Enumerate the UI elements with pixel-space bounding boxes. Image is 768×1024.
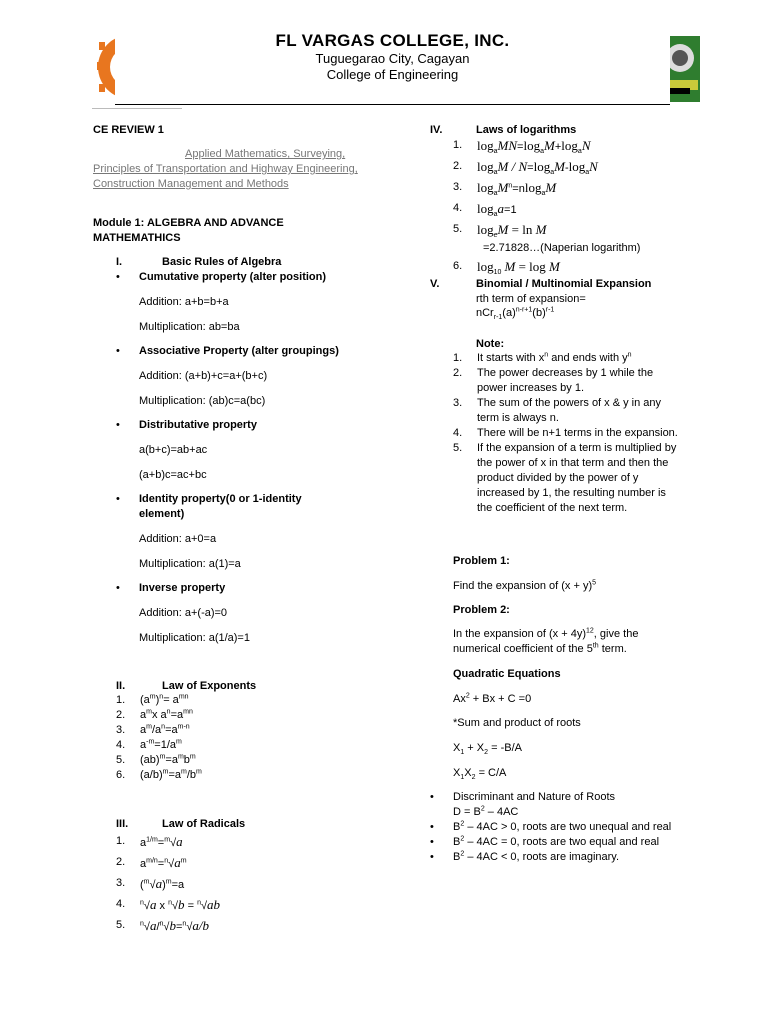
exponent-law: 4. $a^{-m}=1/a^m$ <box>116 738 182 751</box>
property-name: Identity property(0 or 1-identity element) <box>139 493 302 520</box>
property-line: Multiplication: ab=ba <box>139 321 240 333</box>
log-laws-list <box>453 136 693 278</box>
section-4-number: IV. <box>430 124 443 136</box>
college-city: Tuguegarao City, Cagayan <box>315 51 470 66</box>
note-item: 1. It starts with $x^n$ and ends with $y^n$ <box>453 351 632 364</box>
review-subjects: Applied Mathematics, Surveying, Principles of Transportation and Highway Engineering, Construction Management and Methods <box>93 148 358 190</box>
bullet-icon: • <box>430 836 434 848</box>
quadratic-title: Quadratic Equations <box>453 668 561 680</box>
property-name: Inverse property <box>139 582 226 594</box>
section-2-title: Law of Exponents <box>162 680 257 692</box>
bullet-icon: • <box>430 821 434 833</box>
discriminant-list <box>430 790 690 865</box>
log-law: 6. $\log_{10} M = \log M$ <box>453 259 560 277</box>
college-title: FL VARGAS COLLEGE, INC. <box>275 31 510 50</box>
discriminant-item: • Discriminant and Nature of Roots $D = B^2 - 4AC$ <box>430 791 616 818</box>
header-divider <box>92 108 182 109</box>
college-department: College of Engineering <box>326 67 459 82</box>
section-2-number: II. <box>116 680 126 692</box>
note-item: 2. The power decreases by 1 while the power increases by 1. <box>453 367 654 394</box>
rth-term-formula: $nCr_{r-1}(a)^{n-r+1}(b)^{r-1}$ <box>476 306 555 322</box>
problem-1-text: Find the expansion of $(x + y)^5$ <box>453 579 597 592</box>
bullet-icon: • <box>430 791 434 803</box>
property-line: Addition: a+b=b+a <box>139 296 229 308</box>
problem-1-label: Problem 1: <box>453 555 510 567</box>
exponent-law: 6. $(a/b)^m=a^m/b^m$ <box>116 768 202 781</box>
property-item <box>116 581 356 655</box>
discriminant-item: • $B^2 - 4AC < 0$, roots are imaginary. <box>430 850 620 863</box>
section-4-title: Laws of logarithms <box>476 124 577 136</box>
bullet-icon: • <box>116 493 120 505</box>
problem-2-label: Problem 2: <box>453 604 510 616</box>
property-line: Addition: (a+b)+c=a+(b+c) <box>139 370 268 382</box>
exponent-law: 2. $a^mx$ $a^n=a^{mn}$ <box>116 708 193 721</box>
property-line: Multiplication: (ab)c=a(bc) <box>139 395 266 407</box>
note-item: 3. The sum of the powers of x & y in any term is always n. <box>453 397 662 424</box>
property-name: Associative Property (alter groupings) <box>139 345 339 357</box>
document-header <box>115 28 670 105</box>
log-law: 4. $\log_aa=1$ <box>453 201 517 219</box>
property-item <box>116 418 356 492</box>
sum-of-roots: $X_1 + X_2 = -B/A$ <box>453 742 522 757</box>
property-line: Multiplication: a(1)=a <box>139 558 241 570</box>
property-item <box>116 344 356 418</box>
note-item: 4. There will be n+1 terms in the expansion. <box>453 427 678 439</box>
radical-laws-list <box>116 832 316 937</box>
bullet-icon: • <box>116 419 120 431</box>
exponent-laws-list <box>116 693 316 783</box>
exponent-law: 5. $(ab)^m=a^mb^m$ <box>116 753 196 766</box>
quadratic-formula: $Ax^2 + Bx + C =0$ <box>453 692 532 705</box>
property-line: (a+b)c=ac+bc <box>139 469 207 481</box>
log-law: 1. $\log_aMN=\log_aM+\log_aN$ <box>453 138 591 156</box>
property-line: Multiplication: a(1/a)=1 <box>139 632 250 644</box>
section-1-number: I. <box>116 256 123 268</box>
property-name: Distributative property <box>139 419 257 431</box>
property-item <box>116 270 356 344</box>
section-5-number: V. <box>430 278 440 290</box>
section-5-title: Binomial / Multinomial Expansion <box>476 278 652 290</box>
log-law: 5. $\log_eM = \ln M$ <box>453 222 547 240</box>
note-item: 5. If the expansion of a term is multiplied by the power of x in that term and then the product divided by the power of y increased by 1, the resulting number is the coefficient of the next term. <box>453 442 677 514</box>
log-law: 3. $\log_aM^n=nlog_aM$ <box>453 180 557 198</box>
note-label: Note: <box>476 338 505 350</box>
rth-term-label: rth term of expansion= <box>476 293 586 305</box>
discriminant-item: • $B^2 - 4AC > 0$, roots are two unequal and real <box>430 820 672 833</box>
radical-law: 1. $a^{1/m}=^m√a$ <box>116 834 183 849</box>
property-line: Addition: a+0=a <box>139 533 217 545</box>
property-item <box>116 492 356 581</box>
property-line: a(b+c)=ab+ac <box>139 444 208 456</box>
bullet-icon: • <box>430 851 434 863</box>
problem-2-text: In the expansion of $(x + 4y)^{12}$, give the numerical coefficient of the 5th term. <box>453 627 639 655</box>
product-of-roots: $X_1X_2 = C/A$ <box>453 767 507 782</box>
bullet-icon: • <box>116 582 120 594</box>
radical-law: 4. $^n$√a x $^n$√b = $^n$√ab <box>116 897 221 912</box>
bullet-icon: • <box>116 271 120 283</box>
property-name: Cumutative property (alter position) <box>139 271 327 283</box>
radical-law: 2. $a^{m/n}=^n√a^m$ <box>116 855 187 870</box>
section-3-number: III. <box>116 818 129 830</box>
exponent-law: 3. $a^m/a^n=a^{m-n}$ <box>116 723 190 736</box>
radical-law: 3. $(^m√a)^m=a$ <box>116 876 185 891</box>
exponent-law: 1. $(a^m)^n= a^{mn}$ <box>116 693 189 706</box>
review-title: CE REVIEW 1 <box>93 124 164 136</box>
section-1-title: Basic Rules of Algebra <box>162 256 282 268</box>
properties-list <box>116 270 356 655</box>
log-law: 2. $\log_aM / N=\log_aM-\log_aN$ <box>453 159 598 177</box>
bullet-icon: • <box>116 345 120 357</box>
sum-product-note: *Sum and product of roots <box>453 717 581 729</box>
module-title: Module 1: ALGEBRA AND ADVANCE MATHEMATHICS <box>93 217 284 244</box>
discriminant-item: • $B^2 - 4AC = 0$, roots are two equal and real <box>430 835 660 848</box>
radical-law: 5. $^n$√a/$^n$√b=$^n$√a/b <box>116 918 209 933</box>
section-3-title: Law of Radicals <box>162 818 246 830</box>
notes-list <box>453 351 683 516</box>
property-line: Addition: a+(-a)=0 <box>139 607 228 619</box>
naperian-note: =2.71828…(Naperian logarithm) <box>483 242 641 254</box>
